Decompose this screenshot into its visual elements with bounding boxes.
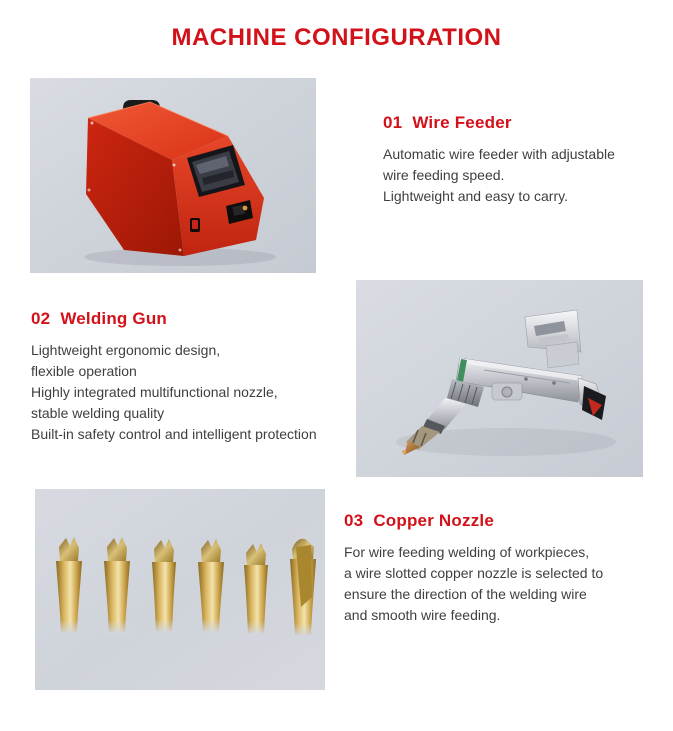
section-line: a wire slotted copper nozzle is selected to bbox=[344, 565, 604, 581]
section-title: Copper Nozzle bbox=[373, 511, 494, 530]
section-line: stable welding quality bbox=[31, 405, 165, 421]
copper-nozzle-photo bbox=[35, 489, 325, 690]
section-welding-gun bbox=[31, 309, 351, 445]
section-line: Lightweight ergonomic design, bbox=[31, 342, 221, 358]
section-line: wire feeding speed. bbox=[383, 167, 505, 183]
page-title: MACHINE CONFIGURATION bbox=[171, 24, 502, 51]
section-number: 02 bbox=[31, 309, 51, 328]
section-line: Automatic wire feeder with adjustable bbox=[383, 146, 615, 162]
section-heading bbox=[383, 113, 658, 133]
section-wire-feeder bbox=[383, 113, 658, 207]
section-line: Lightweight and easy to carry. bbox=[383, 188, 568, 204]
section-line: flexible operation bbox=[31, 363, 137, 379]
section-line: ensure the direction of the welding wire bbox=[344, 586, 587, 602]
copper-nozzle-illustration bbox=[35, 489, 325, 690]
section-line: Highly integrated multifunctional nozzle, bbox=[31, 384, 278, 400]
section-title: Welding Gun bbox=[60, 309, 168, 328]
wire-feeder-photo bbox=[30, 78, 316, 273]
wire-feeder-illustration bbox=[30, 78, 316, 273]
section-title: Wire Feeder bbox=[412, 113, 512, 132]
welding-gun-photo bbox=[356, 280, 643, 477]
welding-gun-illustration bbox=[356, 280, 643, 477]
section-line: and smooth wire feeding. bbox=[344, 607, 501, 623]
section-number: 03 bbox=[344, 511, 364, 530]
section-heading bbox=[344, 511, 659, 531]
section-line: Built-in safety control and intelligent protection bbox=[31, 426, 317, 442]
section-number: 01 bbox=[383, 113, 403, 132]
section-line: For wire feeding welding of workpieces, bbox=[344, 544, 590, 560]
section-copper-nozzle bbox=[344, 511, 659, 626]
section-heading bbox=[31, 309, 351, 329]
